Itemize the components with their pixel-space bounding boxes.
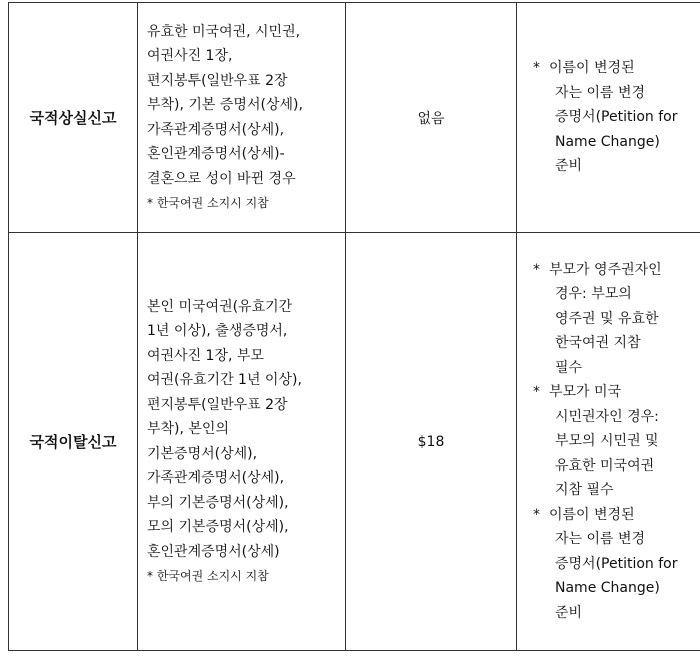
document-line: 부의 기본증명서(상세), [147,494,289,511]
remark-line: 자는 이름 변경 [555,84,646,101]
bullet-star: * [533,261,540,278]
document-line: 여권사진 1장, [147,48,233,64]
remark-line: 부모의 시민권 및 [555,433,659,450]
documents-cell [138,233,346,651]
bullet-star: * [533,60,540,77]
document-line: 유효한 미국여권, 시민권, [147,23,301,40]
remark-line: 증명서(Petition for [555,555,678,572]
remark-line: 부모가 미국 [549,384,622,401]
remarks-cell [517,3,700,233]
bullet-star: * [533,384,540,401]
table-row [9,3,700,233]
document-line: 혼인관계증명서(상세)- [147,146,285,162]
nationality-report-table [8,2,700,651]
remark-line: 지참 필수 [555,482,614,499]
remark-line: 경우: 부모의 [555,286,632,303]
document-line: 여권사진 1장, 부모 [147,347,264,364]
remark-item [517,56,700,179]
fee-cell: $18 [346,233,517,651]
remark-item [517,380,700,503]
remark-line: Name Change) [555,133,660,150]
category-cell: 국적상실신고 [9,3,138,233]
documents-note: * 한국여권 소지시 지참 [147,569,269,583]
fee-cell: 없음 [346,3,517,233]
document-line: 가족관계증명서(상세), [147,470,285,486]
remark-line: 영주권 및 유효한 [555,310,659,327]
documents-note: * 한국여권 소지시 지참 [147,196,269,210]
document-line: 여권(유효기간 1년 이상), [147,372,302,388]
remark-item [517,503,700,626]
document-line: 부착), 기본 증명서(상세), [147,97,303,113]
document-line: 부착), 본인의 [147,421,229,437]
document-line: 본인 미국여권(유효기간 [147,298,293,315]
document-line: 모의 기본증명서(상세), [147,519,289,535]
document-line: 1년 이상), 출생증명서, [147,323,288,339]
remark-line: 이름이 변경된 [549,506,635,523]
document-line: 기본증명서(상세), [147,445,258,462]
category-cell: 국적이탈신고 [9,233,138,651]
bullet-star: * [533,506,540,523]
document-line: 편지봉투(일반우표 2장 [147,396,288,413]
remark-line: 부모가 영주권자인 [549,261,662,278]
document-line: 결혼으로 성이 바뀐 경우 [147,170,296,187]
remark-line: 자는 이름 변경 [555,531,646,548]
remark-item [517,258,700,381]
remark-line: Name Change) [555,580,660,597]
document-line: 가족관계증명서(상세), [147,121,285,138]
remark-line: 한국여권 지참 [555,335,641,352]
remark-line: 준비 [555,158,583,175]
remark-line: 이름이 변경된 [549,60,635,77]
table-row [9,233,700,651]
remark-line: 시민권자인 경우: [555,408,659,425]
remarks-cell [517,233,700,651]
documents-cell [138,3,346,233]
remark-line: 필수 [555,359,583,376]
document-line: 혼인관계증명서(상세) [147,543,280,560]
document-line: 편지봉투(일반우표 2장 [147,72,288,89]
remark-line: 준비 [555,604,583,621]
remark-line: 증명서(Petition for [555,109,678,126]
remark-line: 유효한 미국여권 [555,457,655,474]
